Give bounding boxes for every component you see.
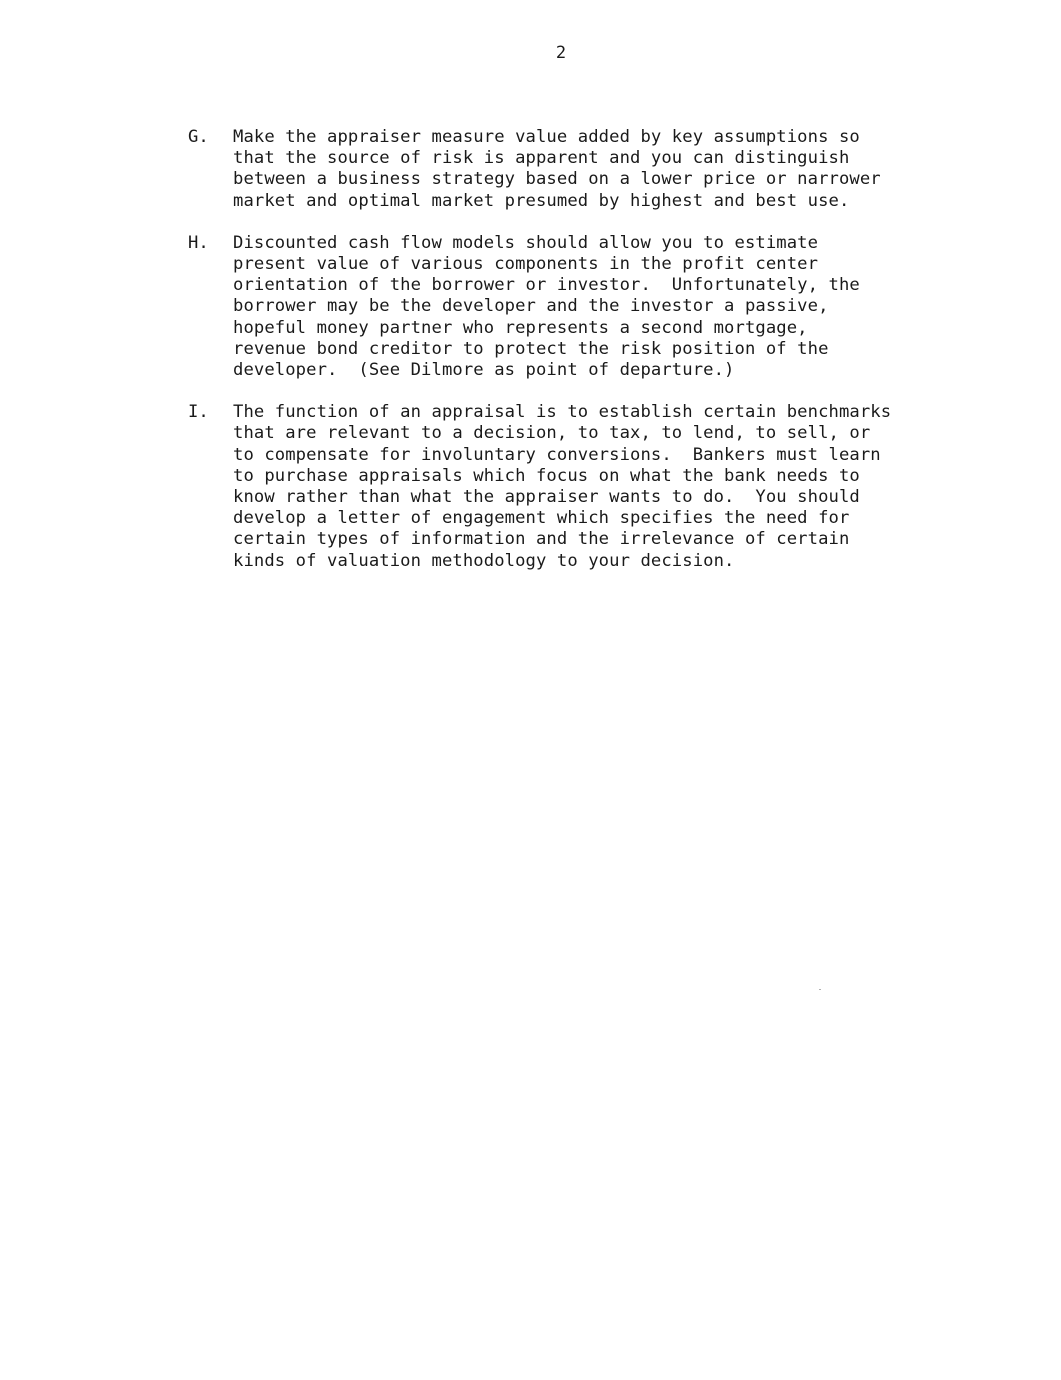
item-body [233,233,1048,381]
item-body [233,402,1048,572]
text-line: that the source of risk is apparent and you can distinguish [233,148,850,169]
scan-speck [819,989,821,990]
item-label: G. [188,127,209,147]
text-line: market and optimal market presumed by highest and best use. [233,190,850,211]
item-body [233,127,1048,212]
text-line: hopeful money partner who represents a second mortgage, [233,317,808,338]
text-line: borrower may be the developer and the investor a passive, [233,296,829,317]
recommendation-list [188,127,1048,593]
text-line: to compensate for involuntary conversions. Bankers must learn [233,444,881,465]
item-g [188,127,1048,212]
text-line: kinds of valuation methodology to your decision. [233,550,735,571]
item-h [188,233,1048,381]
text-line: present value of various components in the profit center [233,254,819,275]
text-line: Make the appraiser measure value added by key assumptions so [233,127,860,147]
text-line: between a business strategy based on a lower price or narrower [233,169,881,190]
text-line: developer. (See Dilmore as point of departure.) [233,360,735,381]
text-line: that are relevant to a decision, to tax, to lend, to sell, or [233,423,871,444]
text-line: certain types of information and the irrelevance of certain [233,529,850,550]
text-line: develop a letter of engagement which specifies the need for [233,508,850,529]
item-label: I. [188,402,209,423]
text-line: know rather than what the appraiser wants to do. You should [233,487,860,508]
text-line: orientation of the borrower or investor. Unfortunately, the [233,275,860,296]
item-i [188,402,1048,572]
text-line: Discounted cash flow models should allow you to estimate [233,232,819,253]
item-label: H. [188,232,209,253]
text-line: to purchase appraisals which focus on what the bank needs to [233,465,860,486]
text-line: revenue bond creditor to protect the risk position of the [233,338,829,359]
text-line: The function of an appraisal is to establish certain benchmarks [233,402,892,423]
page-number: 2 [555,43,567,63]
